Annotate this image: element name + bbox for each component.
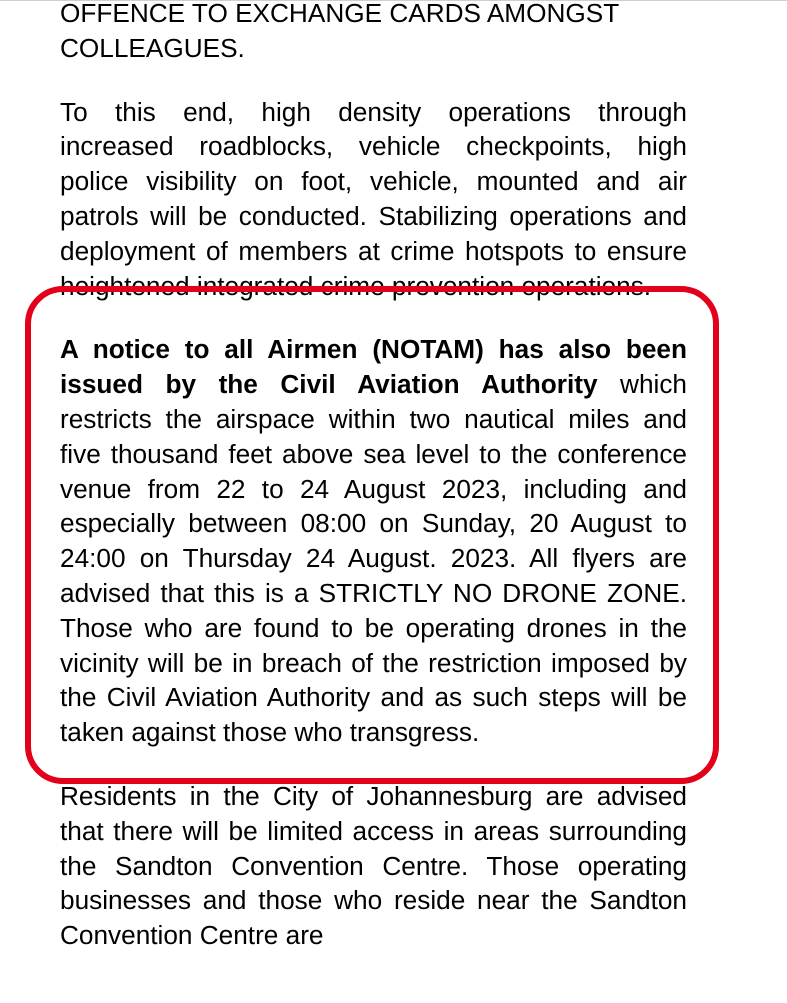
paragraph-operations: To this end, high density operations through increased roadblocks, vehicle checkpoints, high police visibility on foot, vehicle, mounted and air patrols will be conducted. Stabilizing operations and deployment of members at crime hotspots to ensure heightened integrated crime prevention operations. [60, 96, 687, 301]
notam-body-text: which restricts the airspace within two nautical miles and five thousand feet above sea level to the conference venue from 22 to 24 August 2023, including and especially between 08:00 on Sunday, 20 August to 24:00 on Thursday 24 August. 2023. All flyers are advised that this is a STRICTLY NO DRONE ZONE. Those who are found to be operating drones in the vicinity will be in breach of the restriction imposed by the Civil Aviation Authority and as such steps will be taken against those who transgress. [60, 369, 687, 748]
notam-bold-lead: A notice to all Airmen (NOTAM) has also been issued by the Civil Aviation Authority [60, 334, 687, 400]
document-body [60, 0, 687, 953]
notam-highlight-section [60, 332, 687, 750]
paragraph-caps-warning: OFFENCE TO EXCHANGE CARDS AMONGST COLLEAGUES. [60, 0, 619, 63]
paragraph-notam [60, 332, 687, 750]
paragraph-residents: Residents in the City of Johannesburg are advised that there will be limited access in areas surrounding the Sandton Convention Centre. Those operating businesses and those who reside near the Sandton Convention Centre are [60, 780, 687, 951]
